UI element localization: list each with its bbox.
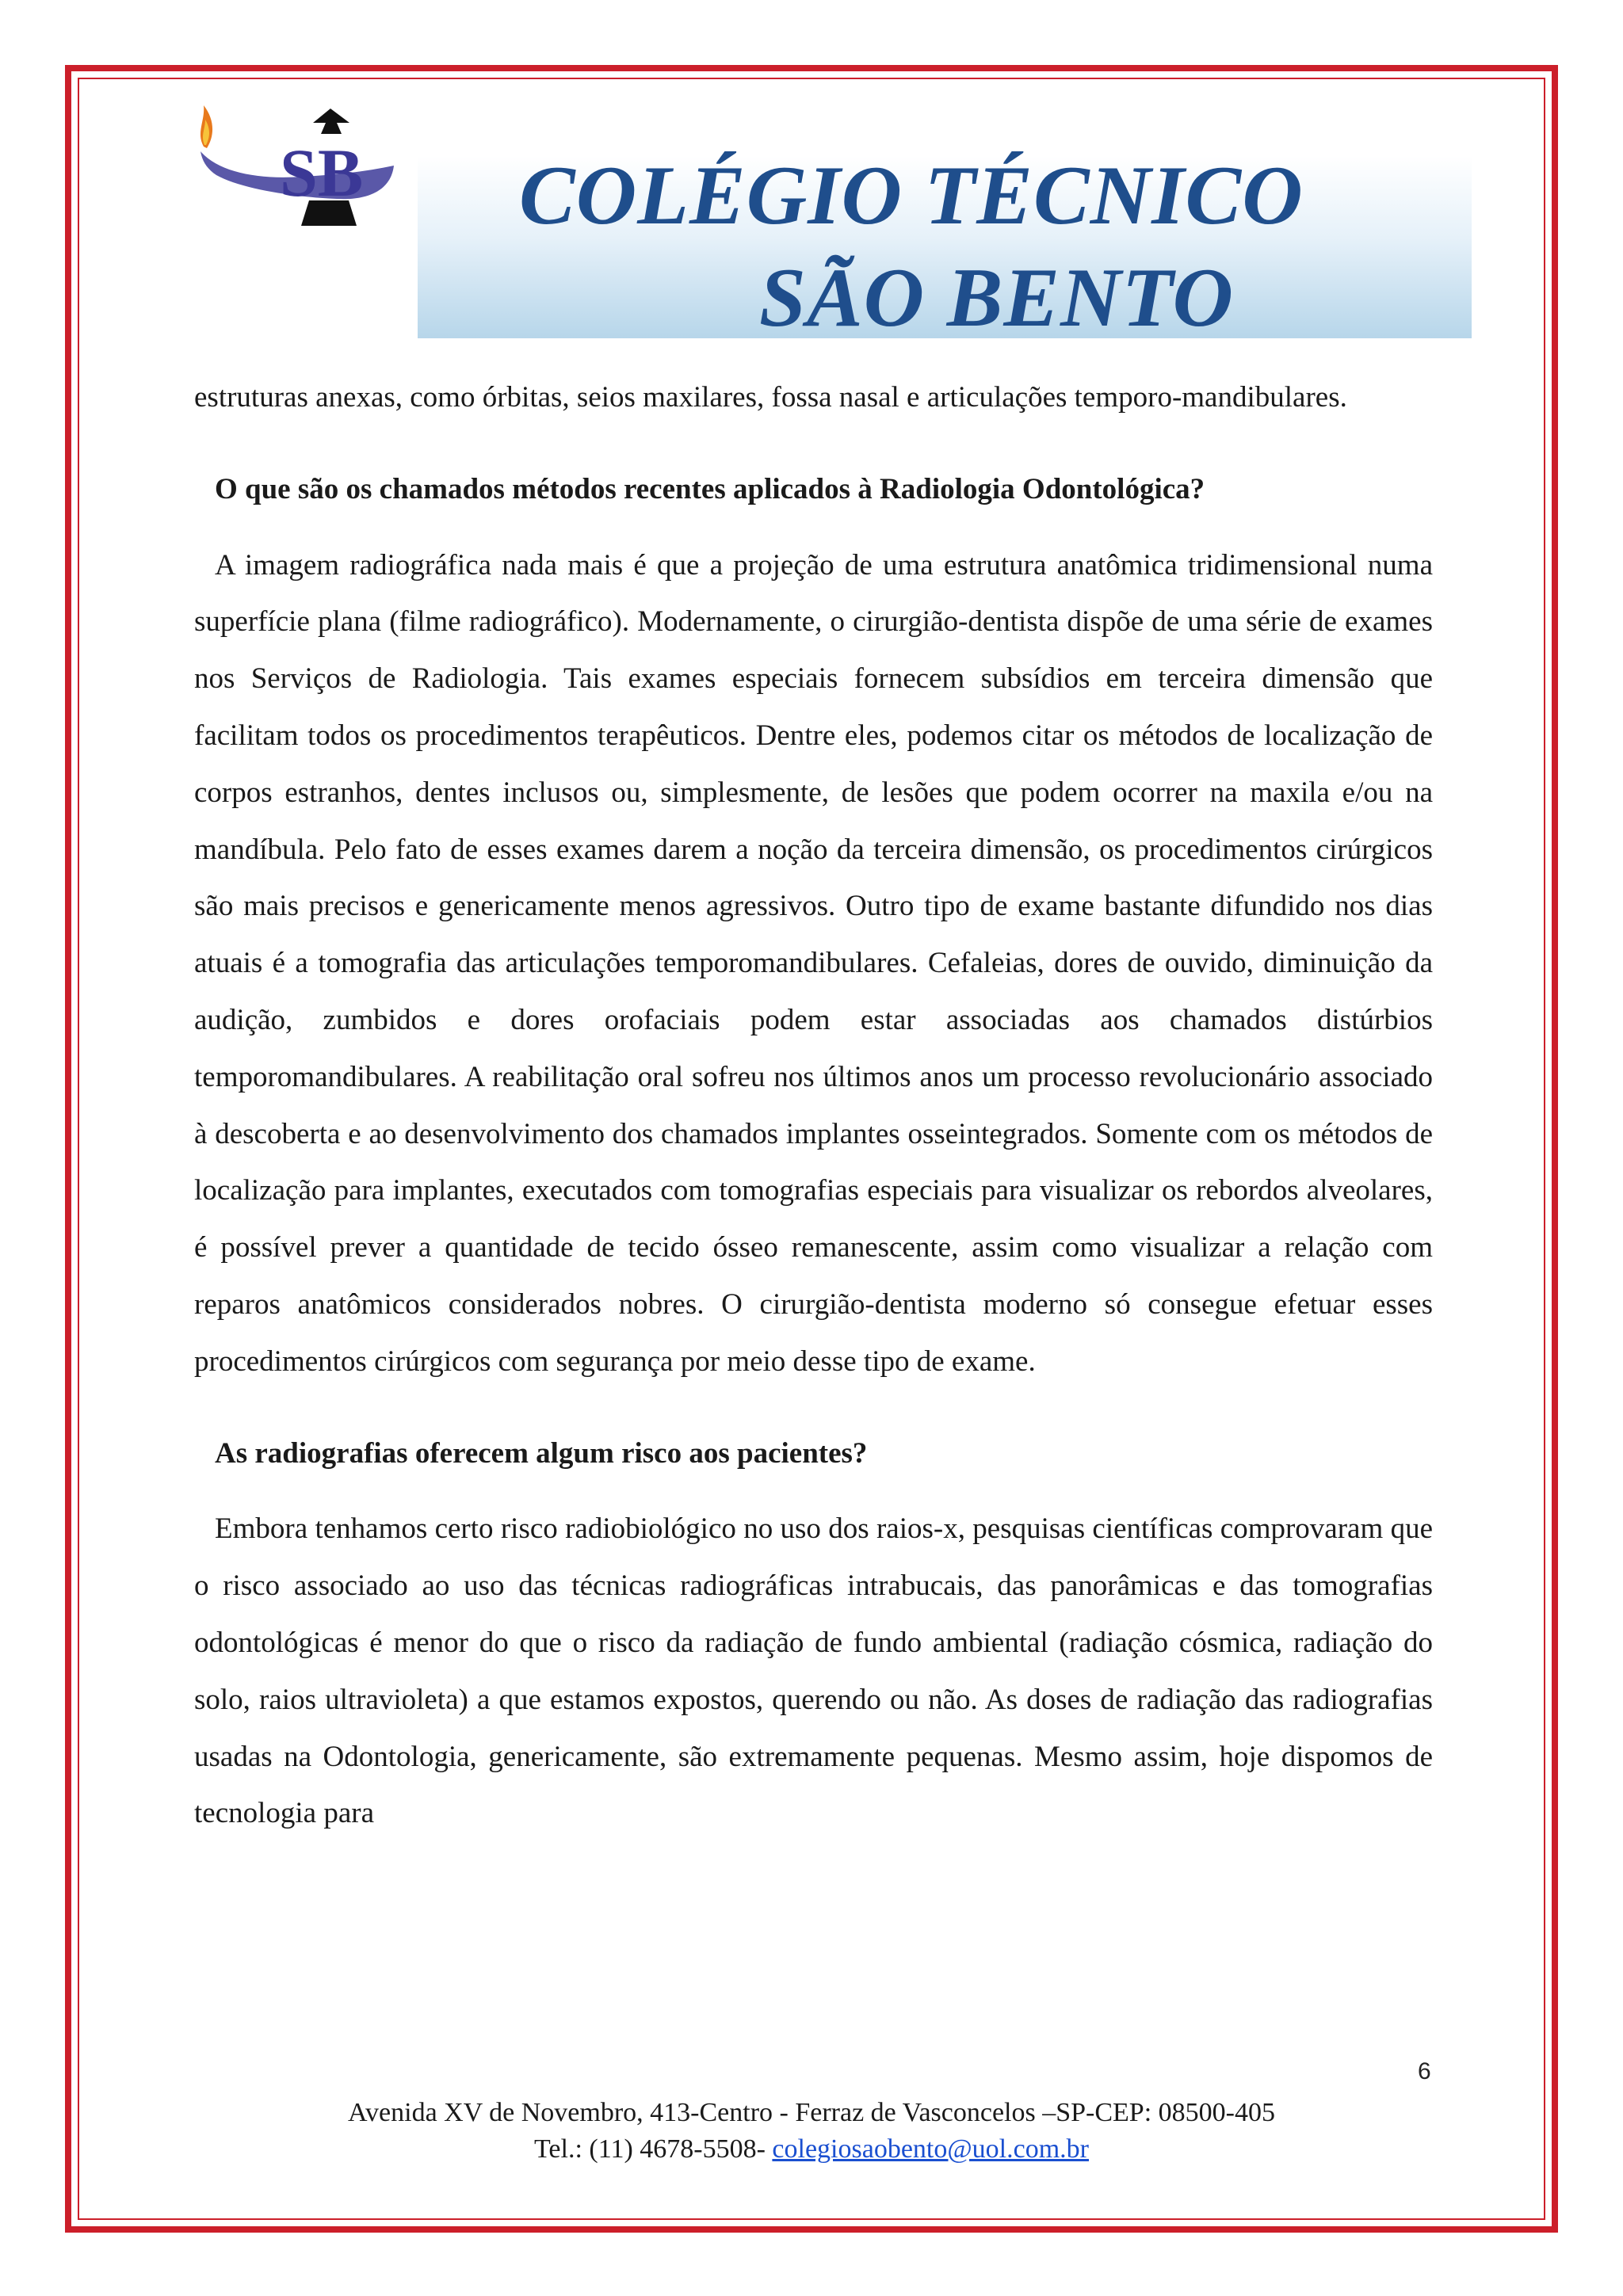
school-title-line1: COLÉGIO TÉCNICO: [519, 149, 1304, 242]
footer-email-link[interactable]: colegiosaobento@uol.com.br: [772, 2134, 1089, 2164]
footer-phone: Tel.: (11) 4678-5508-: [534, 2134, 773, 2164]
paragraph-recent-methods: A imagem radiográfica nada mais é que a projeção de uma estrutura anatômica tridimensional numa superfície plana (filme radiográfico). Modernamente, o cirurgião-dentista dispõe de uma série de exames nos Serviços de Radiologia. Tais exames especiais fornecem subsídios em terceira dimensão que facilitam todos os procedimentos terapêuticos. Dentre eles, podemos citar os métodos de localização de corpos estranhos, dentes inclusos ou, simplesmente, de lesões que podem ocorrer na maxila e/ou na mandíbula. Pelo fato de esses exames darem a noção da terceira dimensão, os procedimentos cirúrgicos são mais precisos e genericamente menos agressivos. Outro tipo de exame bastante difundido nos dias atuais é a tomografia das articulações temporomandibulares. Cefaleias, dores de ouvido, diminuição da audição, zumbidos e dores orofaciais podem estar associadas aos chamados distúrbios temporomandibulares. A reabilitação oral sofreu nos últimos anos um processo revolucionário associado à descoberta e ao desenvolvimento dos chamados implantes osseintegrados. Somente com os métodos de localização para implantes, executados com tomografias especiais para visualizar os rebordos alveolares, é possível prever a quantidade de tecido ósseo remanescente, assim como visualizar a relação com reparos anatômicos considerados nobres. O cirurgião-dentista moderno só consegue efetuar esses procedimentos cirúrgicos com segurança por meio desse tipo de exame.: [194, 548, 1433, 1378]
footer-contact: [0, 2134, 1623, 2164]
footer-address: Avenida XV de Novembro, 413-Centro - Ferraz de Vasconcelos –SP-CEP: 08500-405: [348, 2098, 1275, 2127]
svg-text:SB: SB: [280, 135, 364, 211]
paragraph-risks: Embora tenhamos certo risco radiobiológico no uso dos raios-x, pesquisas científicas comprovaram que o risco associado ao uso das técnicas radiográficas intrabucais, das panorâmicas e das tomografias odontológicas é menor do que o risco da radiação de fundo ambiental (radiação cósmica, radiação do solo, raios ultravioleta) a que estamos expostos, querendo ou não. As doses de radiação das radiografias usadas na Odontologia, genericamente, são extremamente pequenas. Mesmo assim, hoje dispomos de tecnologia para: [194, 1512, 1433, 1830]
school-title-line2: SÃO BENTO: [759, 251, 1235, 344]
question-heading-recent-methods: O que são os chamados métodos recentes aplicados à Radiologia Odontológica?: [215, 472, 1205, 505]
school-logo: [186, 99, 400, 230]
question-heading-risks: As radiografias oferecem algum risco aos pacientes?: [215, 1436, 868, 1470]
page-content: [194, 369, 1433, 1842]
paragraph-continued: estruturas anexas, como órbitas, seios maxilares, fossa nasal e articulações temporo-mandibulares.: [194, 381, 1347, 414]
page-number: 6: [1418, 2058, 1431, 2084]
